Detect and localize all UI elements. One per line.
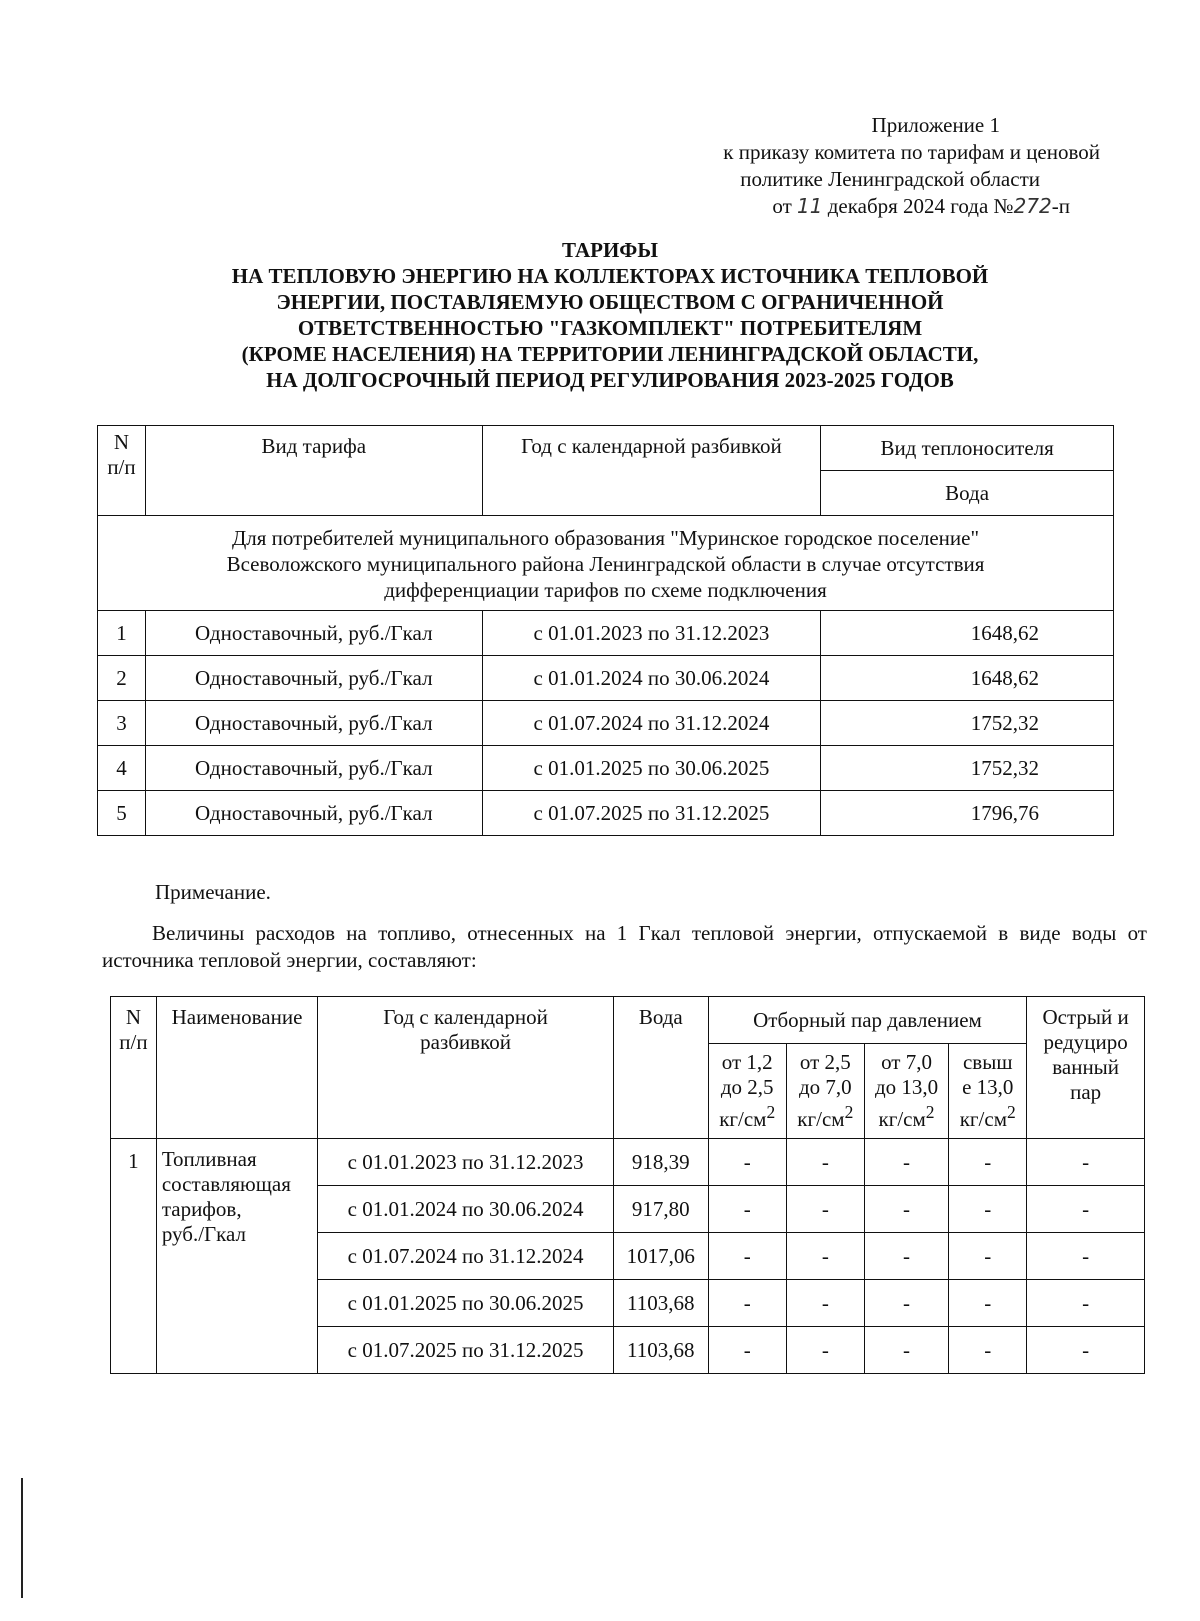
row-period: с 01.07.2025 по 31.12.2025 [482, 791, 821, 836]
row-p1: - [708, 1280, 786, 1327]
pressure-2-from: от 2,5 [799, 1050, 851, 1074]
unit-text: кг/см [797, 1107, 845, 1131]
row-p2: - [786, 1327, 864, 1374]
header-steam: Отборный пар давлением [708, 997, 1027, 1044]
row-type: Одноставочный, руб./Гкал [145, 656, 482, 701]
row-type: Одноставочный, руб./Гкал [145, 701, 482, 746]
row-p2: - [786, 1280, 864, 1327]
row-period: с 01.01.2025 по 30.06.2025 [482, 746, 821, 791]
row-period: с 01.01.2025 по 30.06.2025 [318, 1280, 614, 1327]
row-num: 4 [98, 746, 146, 791]
row-p3: - [864, 1327, 948, 1374]
table-row [98, 791, 1114, 836]
table-row [111, 1139, 1145, 1186]
row-p3: - [864, 1139, 948, 1186]
row-value: 1752,32 [821, 746, 1114, 791]
row-sharp: - [1027, 1233, 1145, 1280]
header-water: Вода [613, 997, 708, 1139]
row-water: 1103,68 [613, 1327, 708, 1374]
pressure-2-to: до 7,0 [798, 1075, 852, 1099]
row-period: с 01.07.2024 по 31.12.2024 [318, 1233, 614, 1280]
unit-text: кг/см [719, 1107, 767, 1131]
row-period: с 01.07.2025 по 31.12.2025 [318, 1327, 614, 1374]
header-pressure-4 [949, 1044, 1027, 1139]
header-num [98, 426, 146, 516]
row-p4: - [949, 1139, 1027, 1186]
row-p1: - [708, 1327, 786, 1374]
row-period: с 01.07.2024 по 31.12.2024 [482, 701, 821, 746]
section-line-2: Всеволожского муниципального района Ленинградской области в случае отсутствия [226, 552, 985, 576]
header-num-line-2: п/п [107, 455, 136, 479]
table-row [98, 746, 1114, 791]
header-sharp-line-1: Острый и [1042, 1005, 1129, 1029]
row-num: 1 [98, 611, 146, 656]
row-period: с 01.01.2024 по 30.06.2024 [318, 1186, 614, 1233]
handwritten-order-number: 272 [1013, 194, 1052, 218]
date-middle: декабря 2024 года № [827, 194, 1014, 218]
date-suffix: -п [1051, 194, 1070, 218]
table-row [98, 656, 1114, 701]
row-value: 1648,62 [821, 656, 1114, 701]
table-row [98, 701, 1114, 746]
row-p3: - [864, 1186, 948, 1233]
title-line-6: НА ДОЛГОСРОЧНЫЙ ПЕРИОД РЕГУЛИРОВАНИЯ 2023-2025 ГОДОВ [266, 368, 954, 392]
row-period: с 01.01.2023 по 31.12.2023 [482, 611, 821, 656]
row-water: 917,80 [613, 1186, 708, 1233]
section-line-1: Для потребителей муниципального образования "Муринское городское поселение" [231, 526, 980, 550]
row-p2: - [786, 1233, 864, 1280]
pressure-4-to: е 13,0 [962, 1075, 1014, 1099]
row-sharp: - [1027, 1186, 1145, 1233]
header-sharp-steam [1027, 997, 1145, 1139]
unit-sup: 2 [925, 1102, 935, 1122]
fuel-table [110, 996, 1145, 1374]
header-num-line-1: N [125, 1005, 141, 1029]
section-consumers [98, 516, 1114, 611]
row-water: 918,39 [613, 1139, 708, 1186]
pressure-2-unit [792, 1100, 859, 1132]
item-name-line-2: составляющая [161, 1172, 291, 1196]
unit-sup: 2 [1007, 1102, 1016, 1122]
row-value: 1796,76 [821, 791, 1114, 836]
header-year-line-2: разбивкой [420, 1030, 511, 1054]
appendix-date-line [680, 193, 1140, 220]
note-heading: Примечание. [155, 880, 271, 904]
row-p2: - [786, 1139, 864, 1186]
item-name-line-4: руб./Гкал [161, 1222, 247, 1246]
row-sharp: - [1027, 1139, 1145, 1186]
item-name-line-1: Топливная [161, 1147, 257, 1171]
section-line-3: дифференциации тарифов по схеме подключения [384, 578, 827, 602]
scan-margin-line [21, 1478, 23, 1598]
header-year: Год с календарной разбивкой [482, 426, 821, 516]
unit-sup: 2 [766, 1102, 776, 1122]
header-pressure-1 [708, 1044, 786, 1139]
row-p3: - [864, 1280, 948, 1327]
row-num: 2 [98, 656, 146, 701]
appendix-line-1: Приложение 1 [871, 113, 1000, 137]
pressure-3-to: до 13,0 [874, 1075, 939, 1099]
title-line-1: ТАРИФЫ [562, 238, 658, 262]
row-p1: - [708, 1233, 786, 1280]
row-sharp: - [1027, 1280, 1145, 1327]
row-type: Одноставочный, руб./Гкал [145, 746, 482, 791]
header-water: Вода [821, 471, 1114, 516]
unit-sup: 2 [844, 1102, 854, 1122]
title-line-5: (КРОМЕ НАСЕЛЕНИЯ) НА ТЕРРИТОРИИ ЛЕНИНГРАДСКОЙ ОБЛАСТИ, [241, 342, 979, 366]
pressure-3-unit [870, 1100, 943, 1132]
title-line-3: ЭНЕРГИИ, ПОСТАВЛЯЕМУЮ ОБЩЕСТВОМ С ОГРАНИЧЕННОЙ [276, 290, 944, 314]
tariff-table [97, 425, 1114, 836]
unit-text: кг/см [878, 1107, 926, 1131]
row-num: 5 [98, 791, 146, 836]
item-name-line-3: тарифов, [161, 1197, 242, 1221]
pressure-1-to: до 2,5 [720, 1075, 774, 1099]
header-num-line-1: N [113, 430, 130, 454]
item-num: 1 [111, 1139, 157, 1374]
title-line-4: ОТВЕТСТВЕННОСТЬЮ "ГАЗКОМПЛЕКТ" ПОТРЕБИТЕЛЯМ [297, 316, 923, 340]
header-year [318, 997, 614, 1139]
note-text: Величины расходов на топливо, отнесенных на 1 Гкал тепловой энергии, отпускаемой в виде воды от источника тепловой энергии, составляют: [102, 921, 1147, 972]
row-type: Одноставочный, руб./Гкал [145, 791, 482, 836]
appendix-line-3: политике Ленинградской области [740, 167, 1040, 191]
row-p4: - [949, 1327, 1027, 1374]
header-num [111, 997, 157, 1139]
pressure-1-unit [714, 1100, 781, 1132]
row-sharp: - [1027, 1327, 1145, 1374]
row-p4: - [949, 1280, 1027, 1327]
row-period: с 01.01.2024 по 30.06.2024 [482, 656, 821, 701]
pressure-1-from: от 1,2 [721, 1050, 773, 1074]
row-value: 1752,32 [821, 701, 1114, 746]
row-num: 3 [98, 701, 146, 746]
pressure-4-unit [954, 1100, 1021, 1132]
header-num-line-2: п/п [119, 1030, 148, 1054]
row-p4: - [949, 1186, 1027, 1233]
header-tariff-type: Вид тарифа [145, 426, 482, 516]
row-p2: - [786, 1186, 864, 1233]
row-type: Одноставочный, руб./Гкал [145, 611, 482, 656]
appendix-line-2: к приказу комитета по тарифам и ценовой [723, 140, 1100, 164]
row-value: 1648,62 [821, 611, 1114, 656]
row-water: 1017,06 [613, 1233, 708, 1280]
row-p3: - [864, 1233, 948, 1280]
date-prefix: от [772, 194, 792, 218]
table-row [98, 611, 1114, 656]
header-sharp-line-2: редуциро [1043, 1030, 1128, 1054]
header-carrier: Вид теплоносителя [821, 426, 1114, 471]
document-title [100, 237, 1120, 393]
row-p1: - [708, 1186, 786, 1233]
header-sharp-line-4: пар [1070, 1080, 1102, 1104]
header-year-line-1: Год с календарной [383, 1005, 548, 1029]
header-pressure-2 [786, 1044, 864, 1139]
header-sharp-line-3: ванный [1052, 1055, 1120, 1079]
row-period: с 01.01.2023 по 31.12.2023 [318, 1139, 614, 1186]
header-name: Наименование [156, 997, 317, 1139]
appendix-header [680, 112, 1140, 220]
header-pressure-3 [864, 1044, 948, 1139]
pressure-3-from: от 7,0 [881, 1050, 932, 1074]
title-line-2: НА ТЕПЛОВУЮ ЭНЕРГИЮ НА КОЛЛЕКТОРАХ ИСТОЧНИКА ТЕПЛОВОЙ [231, 264, 989, 288]
handwritten-day: 11 [797, 194, 823, 218]
unit-text: кг/см [959, 1107, 1007, 1131]
row-water: 1103,68 [613, 1280, 708, 1327]
row-p4: - [949, 1233, 1027, 1280]
pressure-4-from: свыш [962, 1050, 1013, 1074]
row-p1: - [708, 1139, 786, 1186]
item-name [156, 1139, 317, 1374]
